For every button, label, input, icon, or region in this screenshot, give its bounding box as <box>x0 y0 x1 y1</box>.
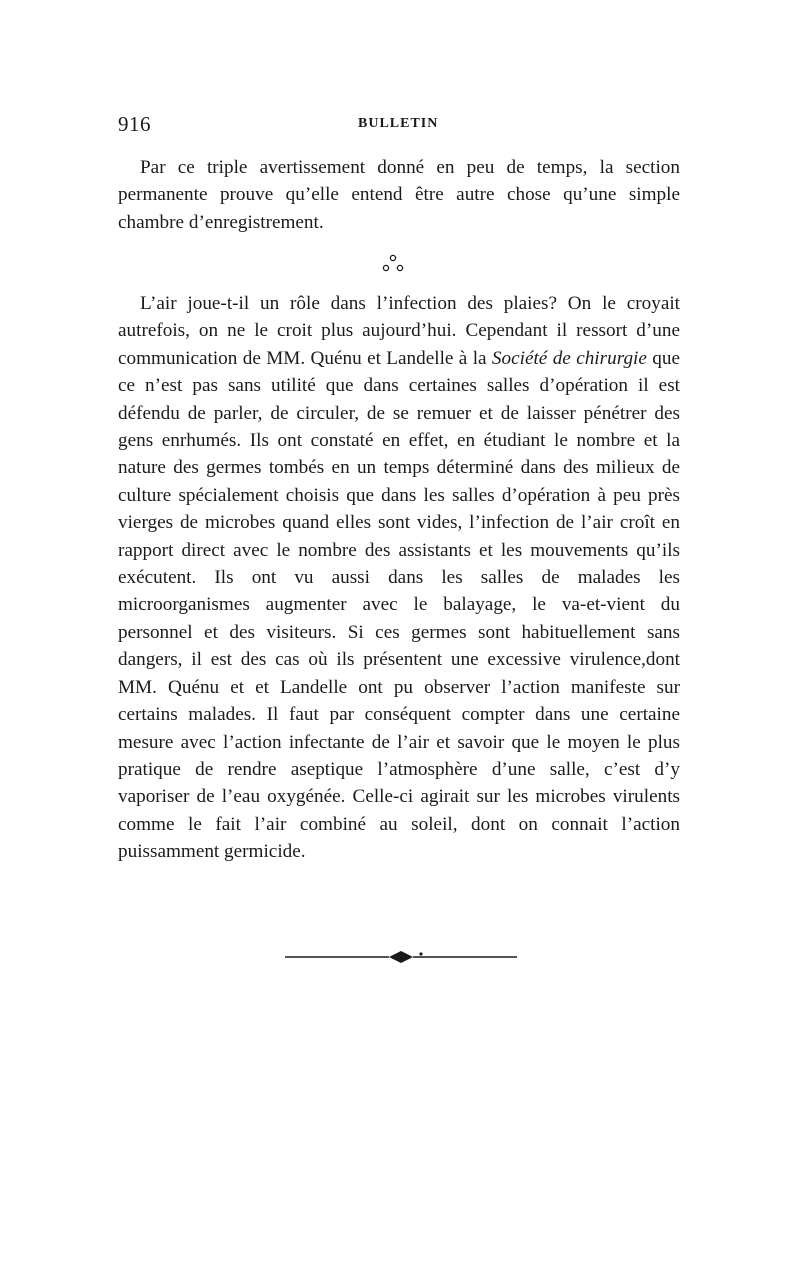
running-head: BULLETIN <box>358 116 439 131</box>
paragraph-2 <box>118 290 680 866</box>
journal-name-italic: Société de chirurgie <box>491 347 647 369</box>
closing-rule-ornament <box>285 948 517 966</box>
page-header <box>118 112 678 142</box>
paragraph-2-text-b: que ce n’est pas sans utilité que dans certaines salles d’opération il est défendu de parler, de circuler, de se remuer et de laisser pénétrer des gens enrhumés. Ils ont constaté en effet, en étudiant le nombre et la nature des germes tombés en un temps déterminé dans des milieux de culture spécialement choisis que dans les salles d’opération à peu près vierges de microbes quand elles sont vides, l’infection de l’air croît en rapport direct avec le nombre des assistants et les mouvements qu’ils exécutent. Ils ont vu aussi dans les salles de malades les microorganismes augmenter avec le balayage, le va-et-vient du personnel et des visiteurs. Si ces germes sont habituellement sans dangers, il est des cas où ils présentent une excessive virulence,dont MM. Quénu et et Landelle ont pu observer l’action manifeste sur certains malades. Il faut par conséquent compter dans une certaine mesure avec l’action infectante de l’air et savoir que le moyen le plus pratique de rendre aseptique l’atmosphère d’une salle, c’est d’y vaporiser de l’eau oxygénée. Celle-ci agirait sur les microbes virulents comme le fait l’air combiné au soleil, dont on connait l’action puissamment germicide. <box>118 347 680 863</box>
paragraph-1: Par ce triple avertissement donné en peu de temps, la section permanente prouve qu’elle entend être autre chose qu’une simple chambre d’enregistrement. <box>118 157 680 233</box>
paragraph-2-text-a: L’air joue-t-il un rôle dans l’infection des plaies? On le croyait autrefois, on ne le croit plus aujourd’hui. Cependant il ressort d’une communication de MM. Quénu et Landelle à la <box>118 293 680 369</box>
page-number: 916 <box>118 112 151 136</box>
asterism-ornament <box>378 252 408 276</box>
